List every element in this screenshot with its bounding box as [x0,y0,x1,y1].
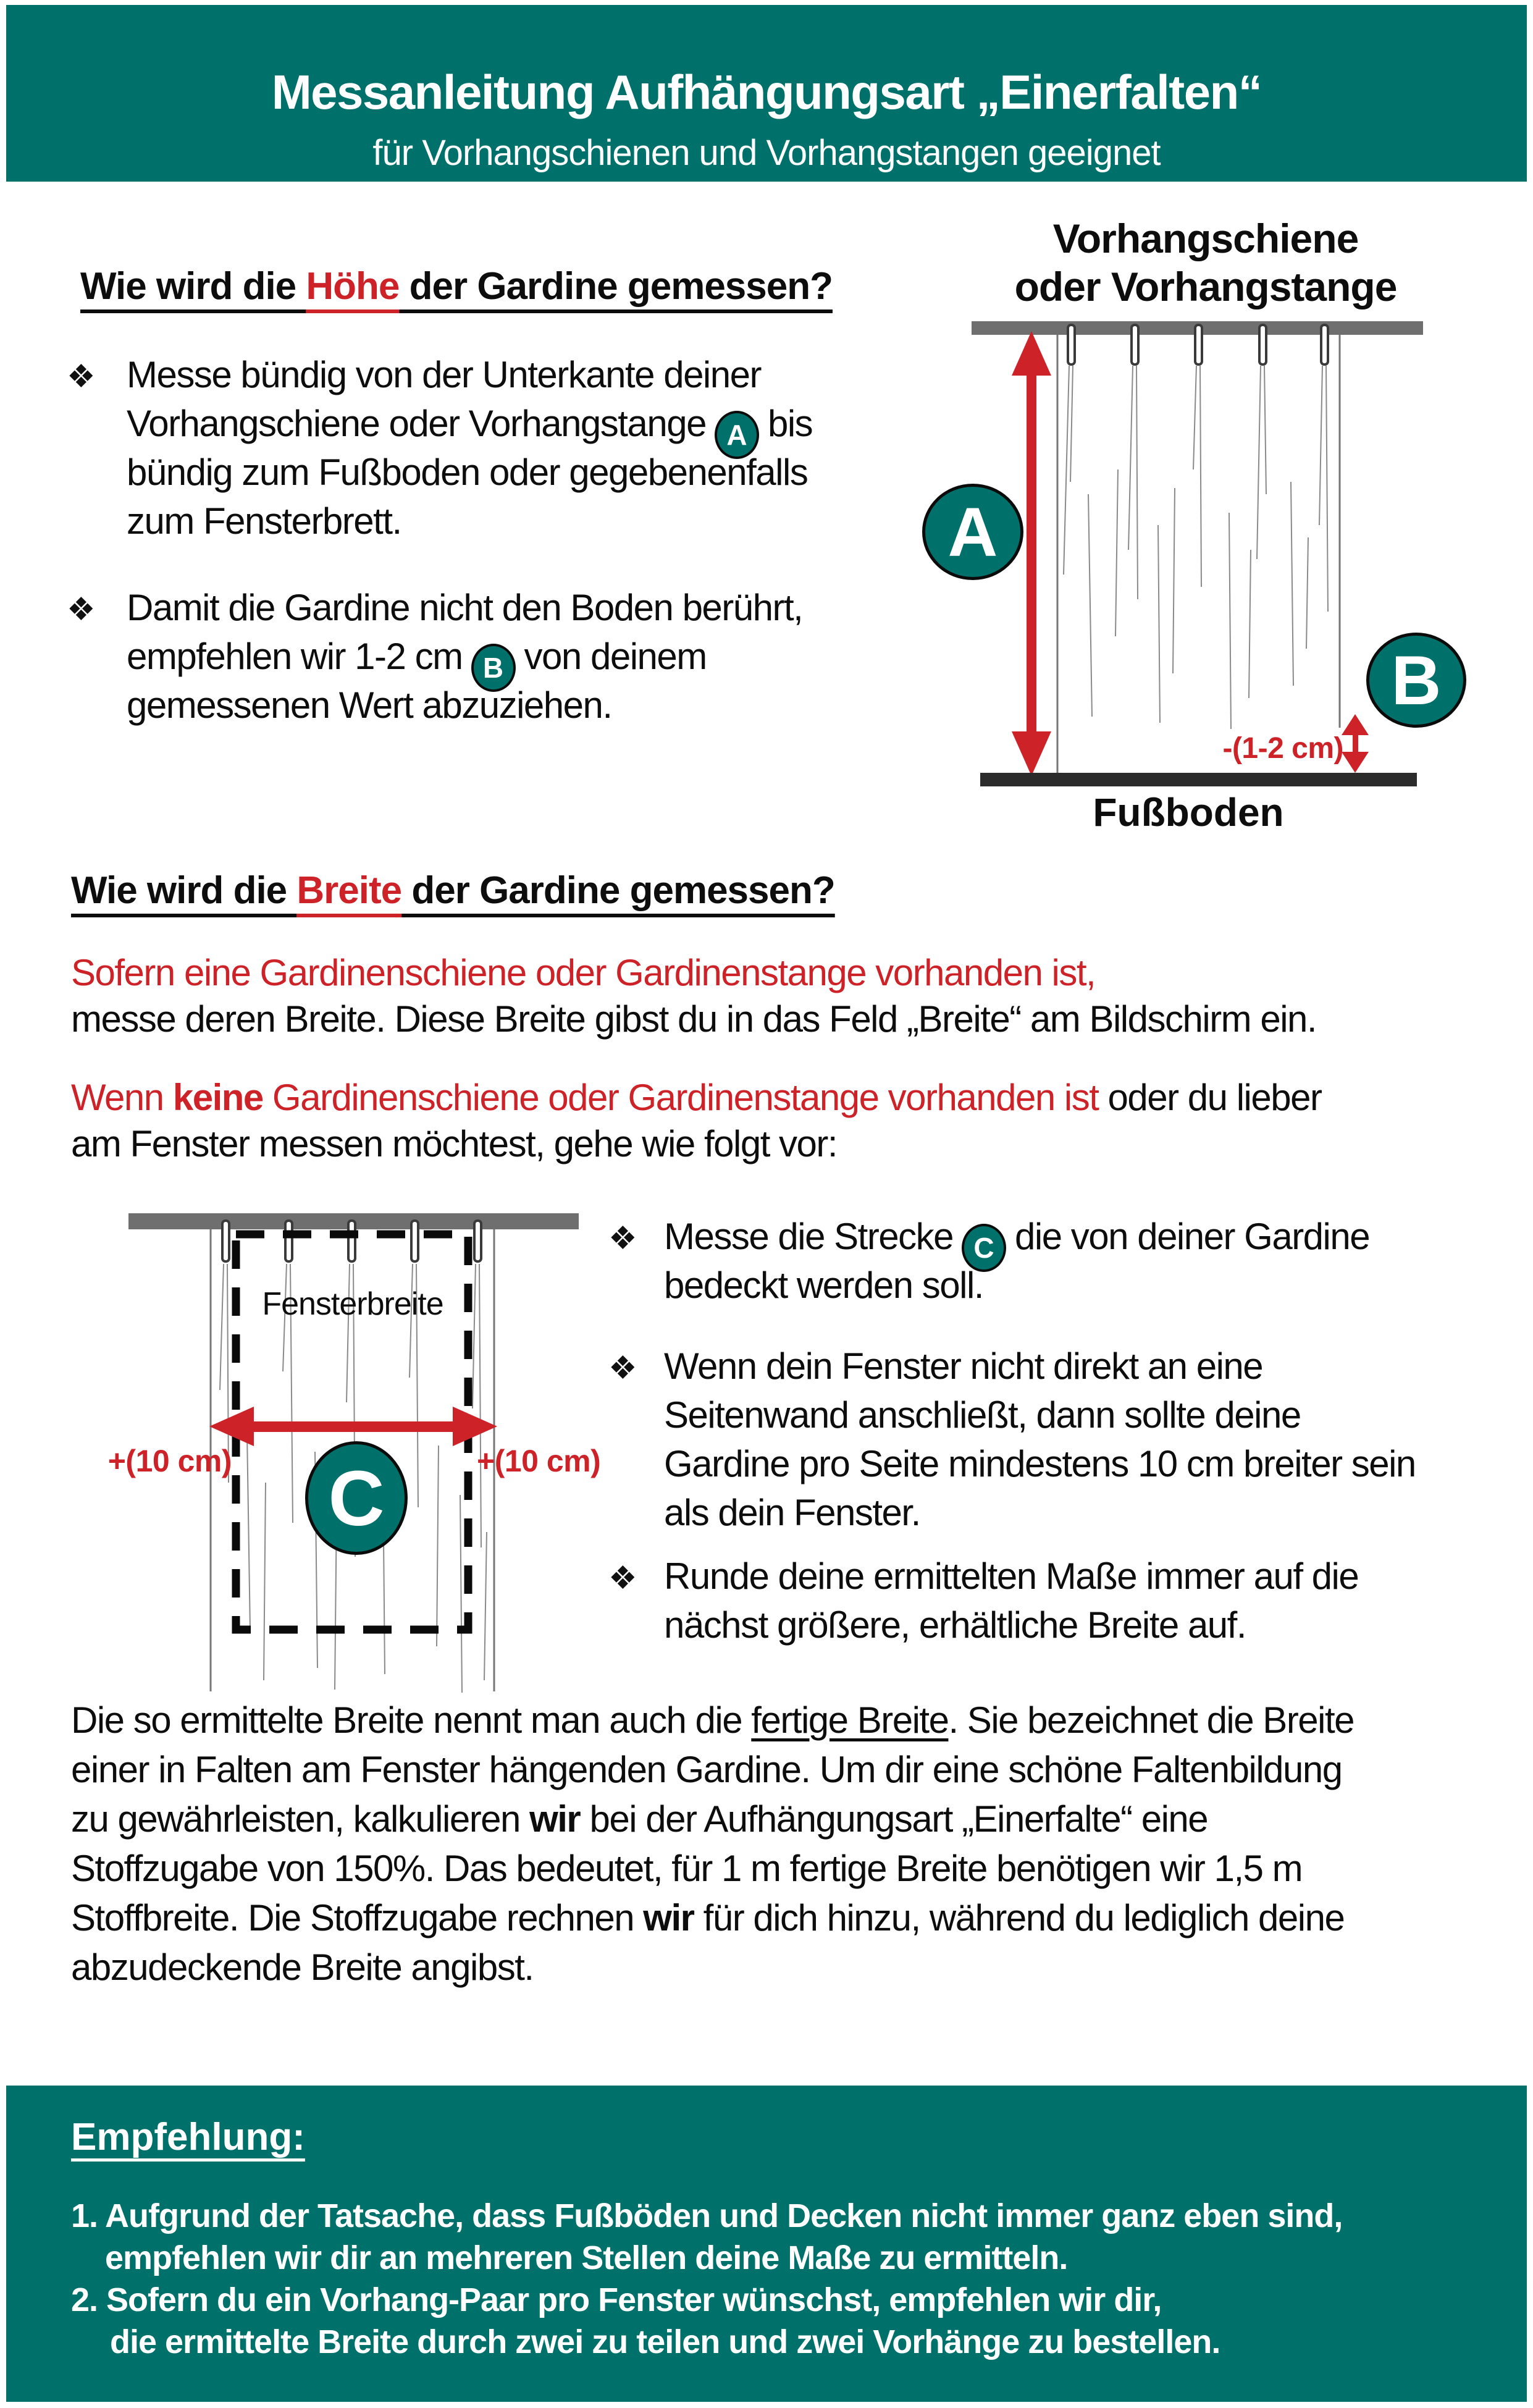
offset-note: -(1-2 cm) [1222,732,1343,765]
recommendation-banner [6,2086,1527,2402]
height-bullet1-line2-pre: Vorhangschiene oder Vorhangstange [127,403,706,444]
width-section-heading [71,869,835,912]
closing-line6: abzudeckende Breite angibst. [71,1947,534,1988]
closing-line5 [71,1895,1344,1941]
closing-l5-pre: Stoffbreite. Die Stoffzugabe rechnen [71,1897,644,1939]
para2-red-pre: Wenn [71,1077,173,1118]
floor-bar [980,773,1417,786]
heading-text-post: der Gardine gemessen? [399,265,833,308]
width-bullet1-line1-pre: Messe die Strecke [664,1216,954,1257]
height-bullet1-line3: bündig zum Fußboden oder gegebenenfalls [127,452,808,493]
heading-highlight-breite: Breite [296,869,402,912]
bullet-diamond-icon: ❖ [608,1350,637,1386]
width-bullet2-line4: als dein Fenster. [664,1492,920,1533]
width-bullet2-line2: Seitenwand anschließt, dann sollte deine [664,1394,1301,1436]
bullet-diamond-icon: ❖ [67,592,96,628]
recommendation-item1-line1: 1. Aufgrund der Tatsache, dass Fußböden und Decken nicht immer ganz eben sind, [71,2197,1343,2234]
height-section-heading [80,264,833,308]
width-plus-note-left: +(10 cm) [107,1444,232,1478]
closing-l3-post: bei der Aufhängungsart „Einerfalte“ eine [580,1798,1208,1840]
closing-l1-underlined: fertige Breite [751,1699,949,1741]
recommendation-item1-line2: empfehlen wir dir an mehreren Stellen deine Maße zu ermitteln. [105,2239,1068,2276]
badge-b-inline: B [471,644,516,692]
heading-text-post: der Gardine gemessen? [401,869,835,912]
closing-l3-bold-wir: wir [529,1798,581,1840]
width-para2-line2: am Fenster messen möchtest, gehe wie folgt vor: [71,1123,838,1164]
badge-c-inline: C [962,1224,1006,1272]
recommendation-item2-line1: 2. Sofern du ein Vorhang-Paar pro Fenster wünschst, empfehlen wir dir, [71,2281,1162,2318]
height-bullet2-line1: Damit die Gardine nicht den Boden berührt, [127,587,803,628]
closing-l1-pre: Die so ermittelte Breite nennt man auch die [71,1699,752,1741]
height-bullet2-line2-pre: empfehlen wir 1-2 cm [127,636,463,677]
width-bullet3-line1: Runde deine ermittelten Maße immer auf die [664,1556,1359,1597]
width-para2-line1 [71,1075,1321,1121]
heading-highlight-hoehe: Höhe [306,265,400,308]
floor-label: Fußboden [1093,790,1284,835]
width-bullet3-line2: nächst größere, erhältliche Breite auf. [664,1604,1246,1646]
width-para1-red-line: Sofern eine Gardinenschiene oder Gardinenstange vorhanden ist, [71,952,1096,993]
bullet-diamond-icon: ❖ [67,359,96,395]
width-bullet1-line2: bedeckt werden soll. [664,1265,983,1306]
closing-l5-bold-wir: wir [643,1897,694,1939]
height-bullet1-line4: zum Fensterbrett. [127,500,401,542]
width-para1-black-line: messe deren Breite. Diese Breite gibst du in das Feld „Breite“ am Bildschirm ein. [71,998,1317,1040]
badge-a-inline: A [715,411,759,459]
para2-red-post: Gardinenschiene oder Gardinenstange vorhanden ist [262,1077,1099,1118]
closing-line4: Stoffzugabe von 150%. Das bedeutet, für 1 m fertige Breite benötigen wir 1,5 m [71,1848,1303,1889]
heading-text-pre: Wie wird die [80,265,306,308]
para2-red-bold-keine: keine [172,1077,263,1118]
para2-black-tail: oder du lieber [1098,1077,1322,1118]
recommendation-heading: Empfehlung: [71,2116,305,2158]
heading-text-pre: Wie wird die [71,869,297,912]
closing-line3 [71,1796,1208,1842]
badge-c: C [305,1441,408,1555]
bullet-diamond-icon: ❖ [608,1221,637,1257]
width-bullet2-line3: Gardine pro Seite mindestens 10 cm breiter sein [664,1443,1416,1484]
badge-b: B [1366,633,1466,728]
closing-l3-pre: zu gewährleisten, kalkulieren [71,1798,530,1840]
height-bullet1-line1: Messe bündig von der Unterkante deiner [127,354,761,395]
closing-l1-post: . Sie bezeichnet die Breite [948,1699,1354,1741]
height-bullet2-line2-post: von deinem [524,636,707,677]
badge-a: A [922,484,1023,580]
width-plus-note-right: +(10 cm) [477,1444,601,1478]
rail-title-line1: Vorhangschiene [1052,216,1359,261]
height-bullet2-line3: gemessenen Wert abzuziehen. [127,684,612,726]
closing-line2: einer in Falten am Fenster hängenden Gardine. Um dir eine schöne Faltenbildung [71,1749,1342,1790]
window-width-label: Fensterbreite [262,1286,443,1322]
closing-line1 [71,1698,1354,1743]
page-title: Messanleitung Aufhängungsart „Einerfalten“ [271,65,1262,119]
width-bullet2-line1: Wenn dein Fenster nicht direkt an eine [664,1345,1263,1387]
height-bullet1-line2-post: bis [767,403,813,444]
width-measure-arrow [209,1407,497,1446]
width-bullet1-line1-post: die von deiner Gardine [1015,1216,1370,1257]
bullet-diamond-icon: ❖ [608,1560,637,1596]
recommendation-item2-line2: die ermittelte Breite durch zwei zu teilen und zwei Vorhänge zu bestellen. [110,2323,1220,2360]
header-banner [6,5,1527,182]
rail-title-line2: oder Vorhangstange [1014,264,1397,309]
floor-offset-arrow [1342,714,1369,773]
closing-l5-post: für dich hinzu, während du lediglich deine [694,1897,1345,1939]
curtain-strands [1064,366,1328,729]
page-subtitle: für Vorhangschienen und Vorhangstangen geeignet [372,133,1161,173]
